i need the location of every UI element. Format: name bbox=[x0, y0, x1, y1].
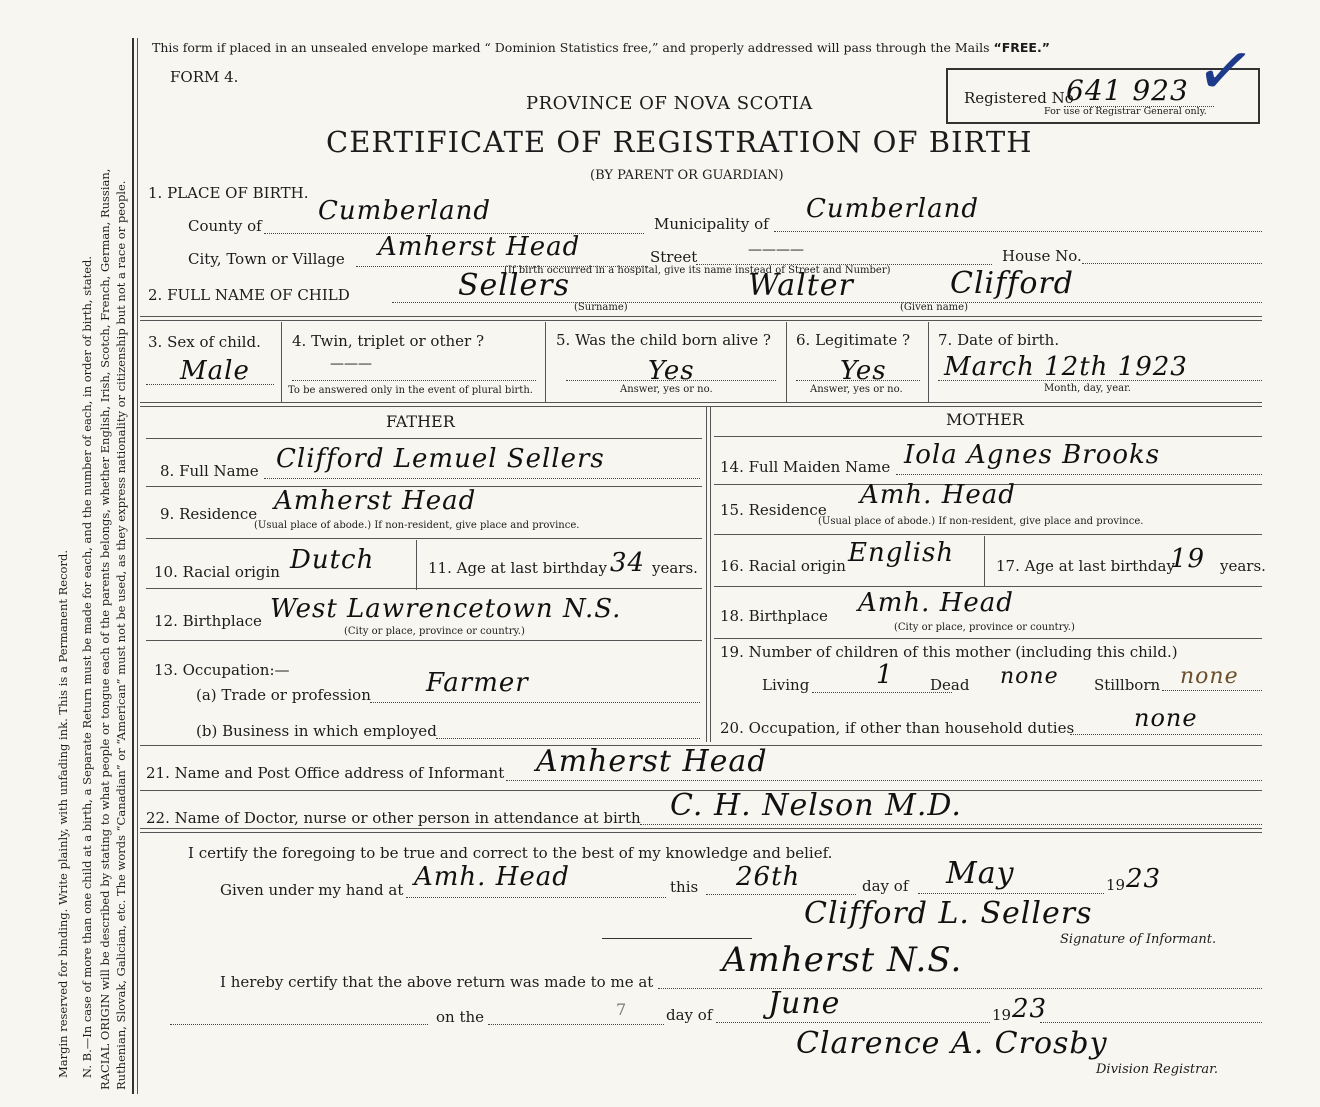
page-subtitle: (BY PARENT OR GUARDIAN) bbox=[590, 168, 784, 183]
surname-caption: (Surname) bbox=[574, 302, 628, 313]
father-trade-label: (a) Trade or profession bbox=[196, 686, 371, 704]
mother-occupation-label: 20. Occupation, if other than household duties bbox=[720, 719, 1075, 737]
father-residence-label: 9. Residence bbox=[160, 505, 258, 523]
alive-label: 5. Was the child born alive ? bbox=[556, 331, 771, 349]
legitimate-value: Yes bbox=[840, 356, 887, 386]
mother-birthplace-value: Amh. Head bbox=[858, 588, 1014, 618]
registrar-statement: I hereby certify that the above return was made to me at bbox=[220, 973, 654, 991]
form-number: FORM 4. bbox=[170, 68, 239, 86]
nb-note: N. B.—In case of more than one child at a birth, a Separate Return must be made for each, and the number of each, in order of birth, stated. bbox=[80, 255, 94, 1078]
binding-note: Margin reserved for binding. Write plainly, with unfading ink. This is a Permanent Record. bbox=[56, 550, 70, 1078]
mother-birthplace-note: (City or place, province or country.) bbox=[894, 622, 1075, 633]
mother-residence-label: 15. Residence bbox=[720, 501, 827, 519]
informant-label: 21. Name and Post Office address of Informant bbox=[146, 764, 505, 782]
child-given-name: Walter bbox=[748, 268, 854, 303]
house-label: House No. bbox=[1002, 247, 1082, 265]
racial-note-1: RACIAL ORIGIN will be described by stating to what people or tongue each of the parents belongs, whether English, Irish, Scotch, French, German, Russian, bbox=[98, 168, 112, 1090]
margin-rule-inner bbox=[137, 38, 138, 1094]
signature-caption: Signature of Informant. bbox=[1060, 932, 1217, 947]
stillborn-value: none bbox=[1180, 664, 1239, 689]
child-name-label: 2. FULL NAME OF CHILD bbox=[148, 286, 350, 304]
mother-age-unit: years. bbox=[1220, 557, 1266, 575]
father-name-label: 8. Full Name bbox=[160, 462, 259, 480]
city-value: Amherst Head bbox=[378, 232, 581, 262]
street-value: ———— bbox=[748, 242, 804, 258]
margin-rule bbox=[132, 38, 134, 1094]
dob-label: 7. Date of birth. bbox=[938, 331, 1060, 349]
registered-label: Registered No bbox=[964, 89, 1074, 107]
street-label: Street bbox=[650, 248, 698, 266]
father-trade-value: Farmer bbox=[426, 668, 529, 698]
father-name-value: Clifford Lemuel Sellers bbox=[276, 444, 605, 474]
legitimate-label: 6. Legitimate ? bbox=[796, 331, 911, 349]
registrar-month-value: June bbox=[768, 986, 841, 1021]
dead-value: none bbox=[1000, 664, 1059, 689]
county-value: Cumberland bbox=[318, 196, 491, 226]
father-heading: FATHER bbox=[386, 412, 455, 431]
father-birthplace-value: West Lawrencetown N.S. bbox=[270, 594, 622, 624]
registrar-year-prefix: 19 bbox=[992, 1006, 1012, 1024]
father-birthplace-label: 12. Birthplace bbox=[154, 612, 262, 630]
registered-number: 641 923 bbox=[1066, 74, 1189, 107]
municipality-label: Municipality of bbox=[654, 215, 769, 233]
mother-name-value: Iola Agnes Brooks bbox=[904, 440, 1161, 470]
father-occupation-label: 13. Occupation:— bbox=[154, 661, 290, 679]
children-label: 19. Number of children of this mother (including this child.) bbox=[720, 643, 1178, 661]
dob-value: March 12th 1923 bbox=[944, 352, 1188, 382]
page-title: CERTIFICATE OF REGISTRATION OF BIRTH bbox=[326, 125, 1033, 159]
living-label: Living bbox=[762, 676, 810, 694]
given-day-value: 26th bbox=[736, 862, 801, 892]
registrar-day-value: 7 bbox=[616, 1000, 627, 1019]
child-surname: Sellers bbox=[458, 268, 570, 303]
registrar-place-value: Amherst N.S. bbox=[722, 940, 963, 980]
place-heading: 1. PLACE OF BIRTH. bbox=[148, 184, 309, 202]
county-label: County of bbox=[188, 217, 262, 235]
dead-label: Dead bbox=[930, 676, 970, 694]
racial-note-2: Ruthenian, Slovak, Galician, etc. The words “Canadian” or “American” must not be used, as they express nationality or citizenship but not a race or people. bbox=[114, 180, 128, 1090]
hospital-note: (If birth occurred in a hospital, give its name instead of Street and Number) bbox=[504, 265, 891, 276]
father-racial-value: Dutch bbox=[290, 545, 375, 575]
sex-label: 3. Sex of child. bbox=[148, 333, 261, 351]
given-caption: (Given name) bbox=[900, 302, 968, 313]
mail-note: This form if placed in an unsealed envelope marked “ Dominion Statistics free,” and properly addressed will pass through the Mails “FREE.” bbox=[152, 40, 1050, 55]
mother-heading: MOTHER bbox=[946, 410, 1024, 429]
father-birthplace-note: (City or place, province or country.) bbox=[344, 626, 525, 637]
father-age-label: 11. Age at last birthday bbox=[428, 559, 607, 577]
father-age-value: 34 bbox=[610, 548, 646, 578]
sex-value: Male bbox=[180, 356, 250, 386]
alive-note: Answer, yes or no. bbox=[620, 384, 713, 395]
mother-occupation-value: none bbox=[1134, 704, 1198, 732]
dob-note: Month, day, year. bbox=[1044, 383, 1131, 394]
on-the-label: on the bbox=[436, 1008, 485, 1026]
father-business-label: (b) Business in which employed bbox=[196, 722, 437, 740]
certify-statement: I certify the foregoing to be true and correct to the best of my knowledge and belief. bbox=[188, 844, 833, 862]
given-month-value: May bbox=[946, 856, 1015, 891]
father-residence-value: Amherst Head bbox=[274, 486, 477, 516]
given-place-value: Amh. Head bbox=[414, 862, 570, 892]
alive-value: Yes bbox=[648, 356, 695, 386]
stillborn-label: Stillborn bbox=[1094, 676, 1161, 694]
father-racial-label: 10. Racial origin bbox=[154, 563, 280, 581]
legitimate-note: Answer, yes or no. bbox=[810, 384, 903, 395]
given-year-prefix: 19 bbox=[1106, 876, 1126, 894]
mother-residence-value: Amh. Head bbox=[860, 480, 1016, 510]
twin-value: ——— bbox=[330, 356, 372, 372]
province-title: PROVINCE OF NOVA SCOTIA bbox=[526, 93, 813, 114]
dayof-label: day of bbox=[862, 877, 909, 895]
registrar-signature: Clarence A. Crosby bbox=[796, 1026, 1108, 1061]
registrar-caption: Division Registrar. bbox=[1096, 1062, 1218, 1077]
mother-racial-label: 16. Racial origin bbox=[720, 557, 846, 575]
given-label: Given under my hand at bbox=[220, 881, 404, 899]
informant-signature: Clifford L. Sellers bbox=[804, 896, 1093, 931]
informant-value: Amherst Head bbox=[536, 744, 768, 779]
twin-note: To be answered only in the event of plural birth. bbox=[288, 385, 533, 396]
registrar-year-value: 23 bbox=[1012, 994, 1048, 1024]
father-residence-note: (Usual place of abode.) If non-resident, give place and province. bbox=[254, 520, 580, 531]
mother-residence-note: (Usual place of abode.) If non-resident, give place and province. bbox=[818, 516, 1144, 527]
registrar-note: For use of Registrar General only. bbox=[1044, 106, 1207, 117]
check-mark-icon: ✓ bbox=[1190, 26, 1261, 116]
father-age-unit: years. bbox=[652, 559, 698, 577]
mother-age-value: 19 bbox=[1170, 544, 1206, 574]
mother-name-label: 14. Full Maiden Name bbox=[720, 458, 891, 476]
city-label: City, Town or Village bbox=[188, 250, 345, 268]
child-given-name-2: Clifford bbox=[950, 266, 1074, 301]
this-label: this bbox=[670, 878, 699, 896]
twin-label: 4. Twin, triplet or other ? bbox=[292, 332, 484, 350]
municipality-value: Cumberland bbox=[806, 194, 979, 224]
registrar-dayof-label: day of bbox=[666, 1006, 713, 1024]
living-value: 1 bbox=[876, 660, 894, 690]
doctor-label: 22. Name of Doctor, nurse or other person in attendance at birth bbox=[146, 809, 641, 827]
doctor-value: C. H. Nelson M.D. bbox=[670, 788, 962, 823]
mother-birthplace-label: 18. Birthplace bbox=[720, 607, 828, 625]
mother-age-label: 17. Age at last birthday bbox=[996, 557, 1175, 575]
binding-margin bbox=[0, 0, 132, 1107]
mother-racial-value: English bbox=[848, 538, 955, 568]
given-year-value: 23 bbox=[1126, 864, 1162, 894]
